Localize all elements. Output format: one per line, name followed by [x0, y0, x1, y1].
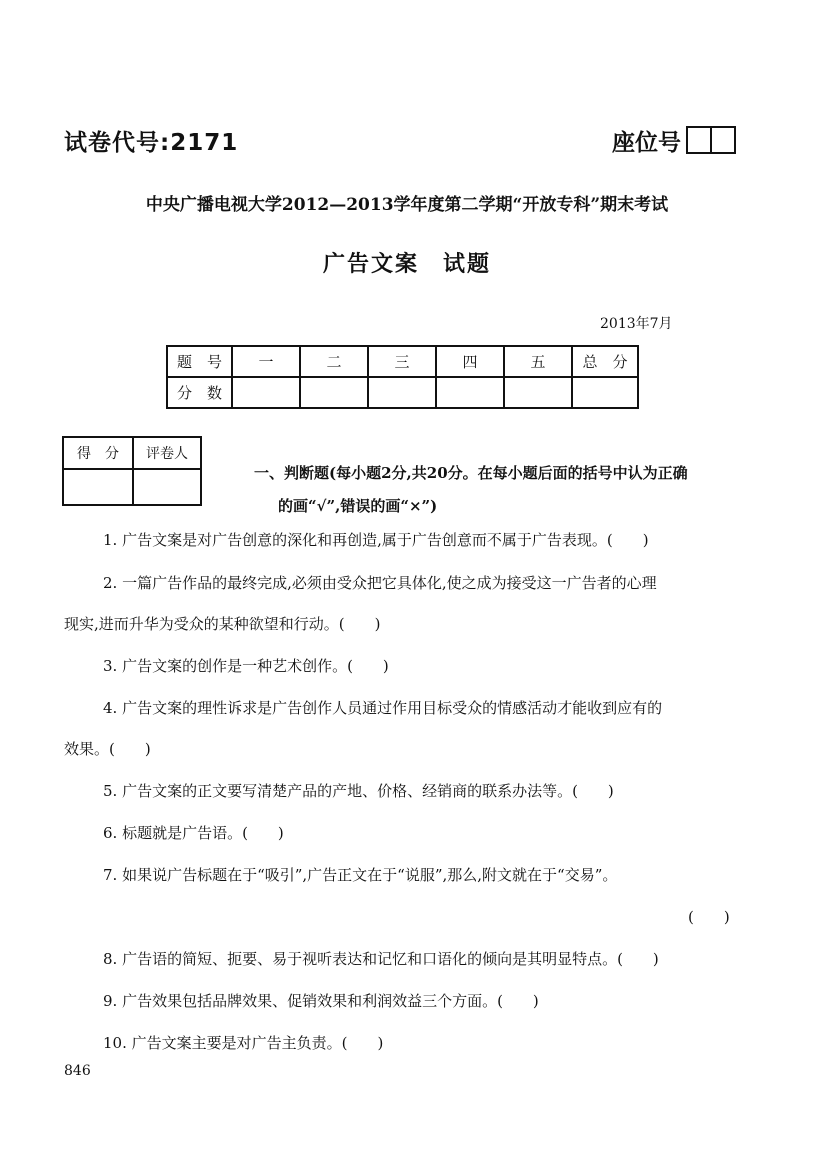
grader-entry-cell[interactable]: [133, 469, 201, 505]
table-cell: 一: [232, 346, 300, 377]
paper-code: 试卷代号:2171: [64, 130, 239, 156]
score-table-score-row: [167, 377, 638, 408]
section-heading-continued: 的画“√”,错误的画“×”): [278, 497, 438, 515]
score-entry-cell[interactable]: [63, 469, 133, 505]
section-heading: 一、判断题(每小题2分,共20分。在每小题后面的括号中认为正确: [254, 464, 688, 482]
question-6: 6. 标题就是广告语。( ): [103, 824, 284, 842]
score-entry-cell[interactable]: [572, 377, 638, 408]
subject-title: 广告文案 试题: [322, 252, 491, 277]
table-cell: 题 号: [167, 346, 232, 377]
question-4: 4. 广告文案的理性诉求是广告创作人员通过作用目标受众的情感活动才能收到应有的: [103, 699, 663, 717]
score-label-cell: 得 分: [63, 437, 133, 469]
grader-label-cell: 评卷人: [133, 437, 201, 469]
question-9: 9. 广告效果包括品牌效果、促销效果和利润效益三个方面。( ): [103, 992, 539, 1010]
table-cell: 二: [300, 346, 368, 377]
page-number: 846: [64, 1063, 91, 1079]
score-entry-cell[interactable]: [504, 377, 572, 408]
score-table: [166, 345, 639, 409]
seat-box[interactable]: [686, 126, 712, 154]
seat-number-label: 座位号: [612, 130, 681, 156]
question-1: 1. 广告文案是对广告创意的深化和再创造,属于广告创意而不属于广告表现。( ): [103, 531, 649, 549]
score-entry-cell[interactable]: [436, 377, 504, 408]
score-entry-cell[interactable]: [368, 377, 436, 408]
table-cell: 分 数: [167, 377, 232, 408]
table-cell: 总 分: [572, 346, 638, 377]
grader-table: [62, 436, 202, 506]
question-7-answer-bracket: ( ): [688, 908, 730, 926]
exam-title: 中央广播电视大学2012—2013学年度第二学期“开放专科”期末考试: [145, 195, 669, 215]
question-5: 5. 广告文案的正文要写清楚产品的产地、价格、经销商的联系办法等。( ): [103, 782, 614, 800]
question-8: 8. 广告语的简短、扼要、易于视听表达和记忆和口语化的倾向是其明显特点。( ): [103, 950, 659, 968]
question-10: 10. 广告文案主要是对广告主负责。( ): [103, 1034, 384, 1052]
exam-date: 2013年7月: [600, 316, 673, 332]
score-entry-cell[interactable]: [300, 377, 368, 408]
question-2: 2. 一篇广告作品的最终完成,必须由受众把它具体化,使之成为接受这一广告者的心理: [103, 574, 657, 592]
question-7: 7. 如果说广告标题在于“吸引”,广告正文在于“说服”,那么,附文就在于“交易”。: [103, 866, 618, 884]
question-3: 3. 广告文案的创作是一种艺术创作。( ): [103, 657, 389, 675]
score-table-header-row: [167, 346, 638, 377]
question-4-continued: 效果。( ): [64, 740, 151, 758]
seat-number-boxes[interactable]: [688, 126, 736, 154]
table-cell: 五: [504, 346, 572, 377]
score-entry-cell[interactable]: [232, 377, 300, 408]
question-2-continued: 现实,进而升华为受众的某种欲望和行动。( ): [64, 615, 381, 633]
table-cell: 四: [436, 346, 504, 377]
seat-box[interactable]: [710, 126, 736, 154]
table-cell: 三: [368, 346, 436, 377]
